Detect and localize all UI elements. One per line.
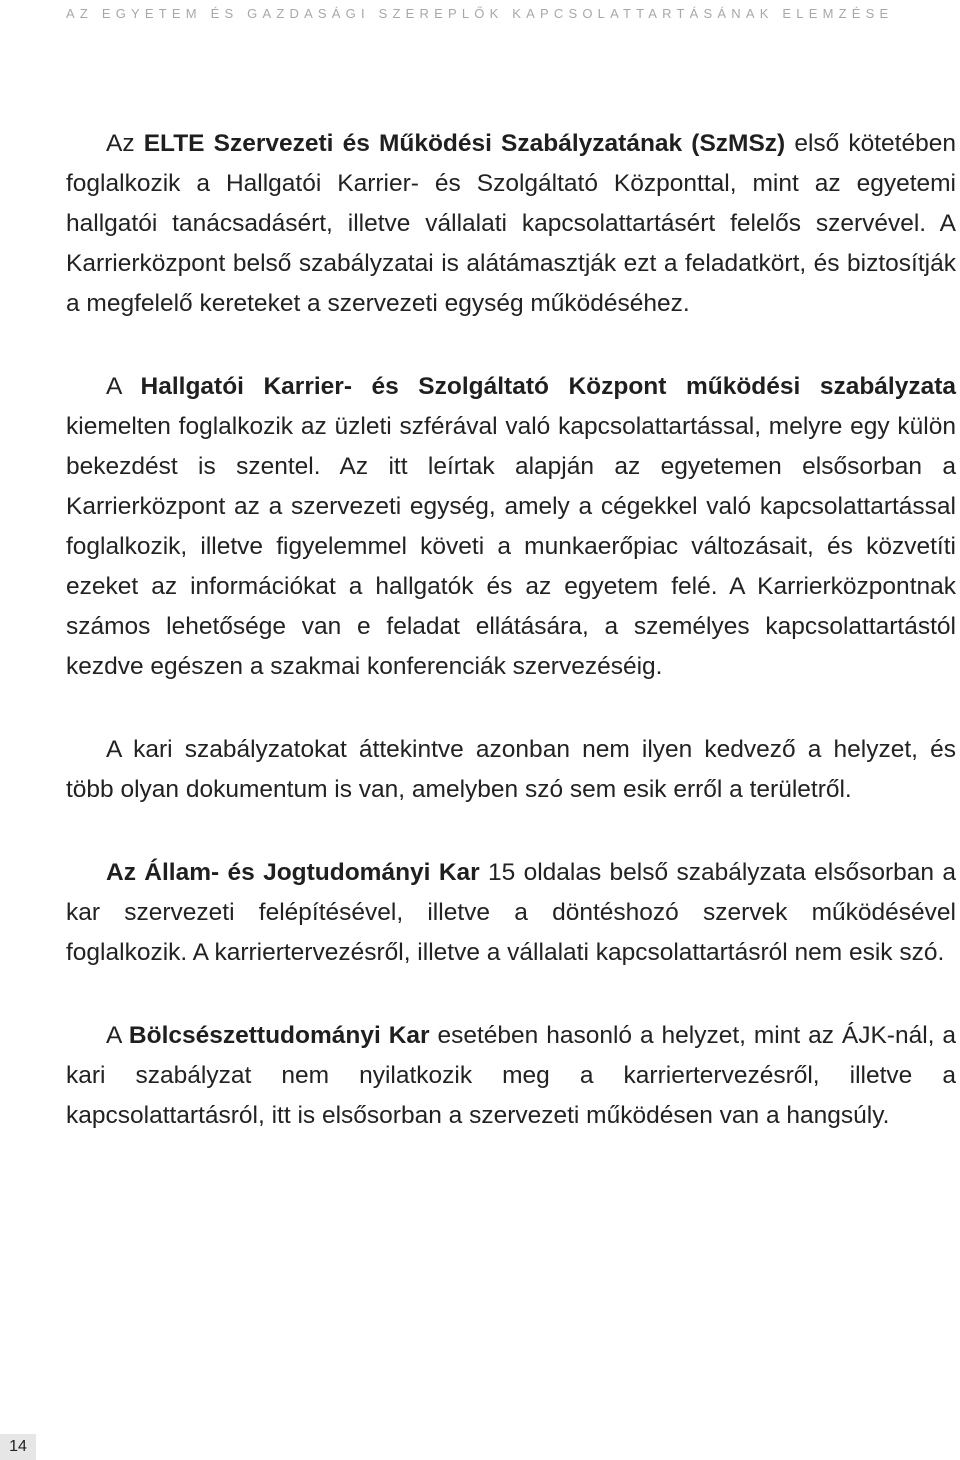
paragraph-4-bold: Az Állam- és Jogtudományi Kar: [106, 859, 480, 886]
paragraph-4: [66, 853, 956, 973]
paragraph-2-text: kiemelten foglalkozik az üzleti szférával való kapcsolattartással, melyre egy külön bekezdést is szentel. Az itt leírtak alapján az egyetemen elsősorban a Karrierközpont az a szervezeti egység, amely a cégekkel való kapcsolattartással foglalkozik, illetve figyelemmel követi a munkaerőpiac változásait, és közvetíti ezeket az információkat a hallgatók és az egyetem felé. A Karrierközpontnak számos lehetősége van e feladat ellátására, a személyes kapcsolattartástól kezdve egészen a szakmai konferenciák szervezéséig.: [66, 413, 956, 680]
paragraph-2-bold: Hallgatói Karrier- és Szolgáltató Központ működési szabályzata: [140, 373, 957, 400]
document-body: [66, 124, 956, 1179]
running-header: AZ EGYETEM ÉS GAZDASÁGI SZEREPLŐK KAPCSOLATTARTÁSÁNAK ELEMZÉSE: [66, 6, 894, 21]
paragraph-5-bold: Bölcsészettudományi Kar: [128, 1022, 430, 1049]
paragraph-3-text: A kari szabályzatokat áttekintve azonban nem ilyen kedvező a helyzet, és több olyan dokumentum is van, amelyben szó sem esik erről a területről.: [66, 736, 956, 803]
paragraph-1-bold: ELTE Szervezeti és Működési Szabályzatának (SzMSz): [143, 130, 786, 157]
paragraph-5-lead: A: [106, 1022, 129, 1049]
paragraph-1-lead: Az: [106, 130, 144, 157]
paragraph-5-text: esetében hasonló a helyzet, mint az ÁJK-nál, a kari szabályzat nem nyilatkozik meg a karriertervezésről, illetve a kapcsolattartásról, itt is elsősorban a szervezeti működésen van a hangsúly.: [66, 1022, 957, 1129]
paragraph-5: [66, 1016, 956, 1136]
paragraph-1: [66, 124, 956, 324]
paragraph-2-lead: A: [106, 373, 141, 400]
paragraph-1-text: első kötetében foglalkozik a Hallgatói Karrier- és Szolgáltató Központtal, mint az egyetemi hallgatói tanácsadásért, illetve vállalati kapcsolattartásért felelős szervével. A Karrierközpont belső szabályzatai is alátámasztják ezt a feladatkört, és biztosítják a megfelelő kereteket a szervezeti egység működéséhez.: [66, 130, 956, 317]
paragraph-3: [66, 730, 956, 810]
page-number: 14: [0, 1434, 36, 1460]
paragraph-4-text: 15 oldalas belső szabályzata elsősorban a kar szervezeti felépítésével, illetve a döntéshozó szervek működésével foglalkozik. A karriertervezésről, illetve a vállalati kapcsolattartásról nem esik szó.: [66, 859, 956, 966]
paragraph-2: [66, 367, 956, 687]
